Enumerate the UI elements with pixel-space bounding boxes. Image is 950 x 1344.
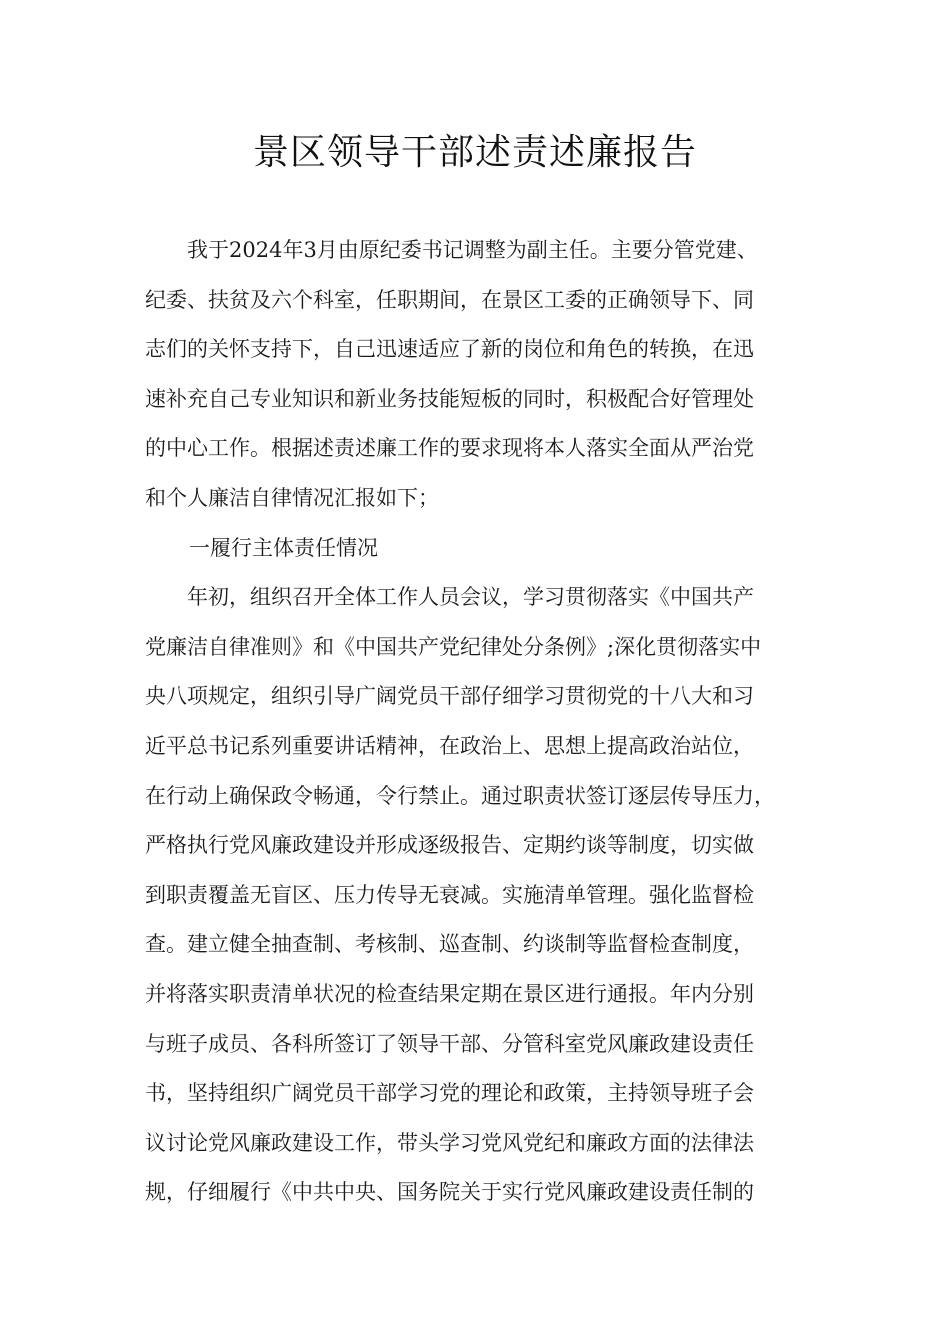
paragraph-line: 并将落实职责清单状况的检查结果定期在景区进行通报。年内分别 [145,981,754,1006]
paragraph-line: 速补充自己专业知识和新业务技能短板的同时，积极配合好管理处 [145,386,754,411]
paragraph-line: 我于2024年3月由原纪委书记调整为副主任。主要分管党建、 [187,238,758,262]
section-heading: 一履行主体责任情况 [189,535,378,560]
paragraph-line: 近平总书记系列重要讲话精神，在政治上、思想上提高政治站位， [145,733,754,758]
paragraph-line: 志们的关怀支持下，自己迅速适应了新的岗位和角色的转换，在迅 [145,337,754,362]
paragraph-line: 到职责覆盖无盲区、压力传导无衰减。实施清单管理。强化监督检 [145,882,754,907]
paragraph-line: 议讨论党风廉政建设工作，带头学习党风党纪和廉政方面的法律法 [145,1130,754,1155]
paragraph-line: 严格执行党风廉政建设并形成逐级报告、定期约谈等制度，切实做 [145,833,754,858]
paragraph-line: 央八项规定，组织引导广阔党员干部仔细学习贯彻党的十八大和习 [145,684,754,709]
paragraph-line: 在行动上确保政令畅通，令行禁止。通过职责状签订逐层传导压力， [145,783,775,808]
paragraph-line: 年初，组织召开全体工作人员会议，学习贯彻落实《中国共产 [187,585,754,610]
paragraph-line: 党廉洁自律准则》和《中国共产党纪律处分条例》;深化贯彻落实中 [145,634,762,659]
paragraph-line: 与班子成员、各科所签订了领导干部、分管科室党风廉政建设责任 [145,1031,754,1056]
paragraph-line: 规，仔细履行《中共中央、国务院关于实行党风廉政建设责任制的 [145,1180,754,1205]
paragraph-line: 和个人廉洁自律情况汇报如下； [145,485,439,510]
paragraph-line: 查。建立健全抽查制、考核制、巡查制、约谈制等监督检查制度， [145,932,754,957]
document-body [145,226,813,1218]
paragraph-line: 书，坚持组织广阔党员干部学习党的理论和政策，主持领导班子会 [145,1081,754,1106]
paragraph-line: 的中心工作。根据述责述廉工作的要求现将本人落实全面从严治党 [145,436,754,461]
document-title: 景区领导干部述责述廉报告 [252,132,697,173]
paragraph-line: 纪委、扶贫及六个科室，任职期间，在景区工委的正确领导下、同 [145,287,754,312]
